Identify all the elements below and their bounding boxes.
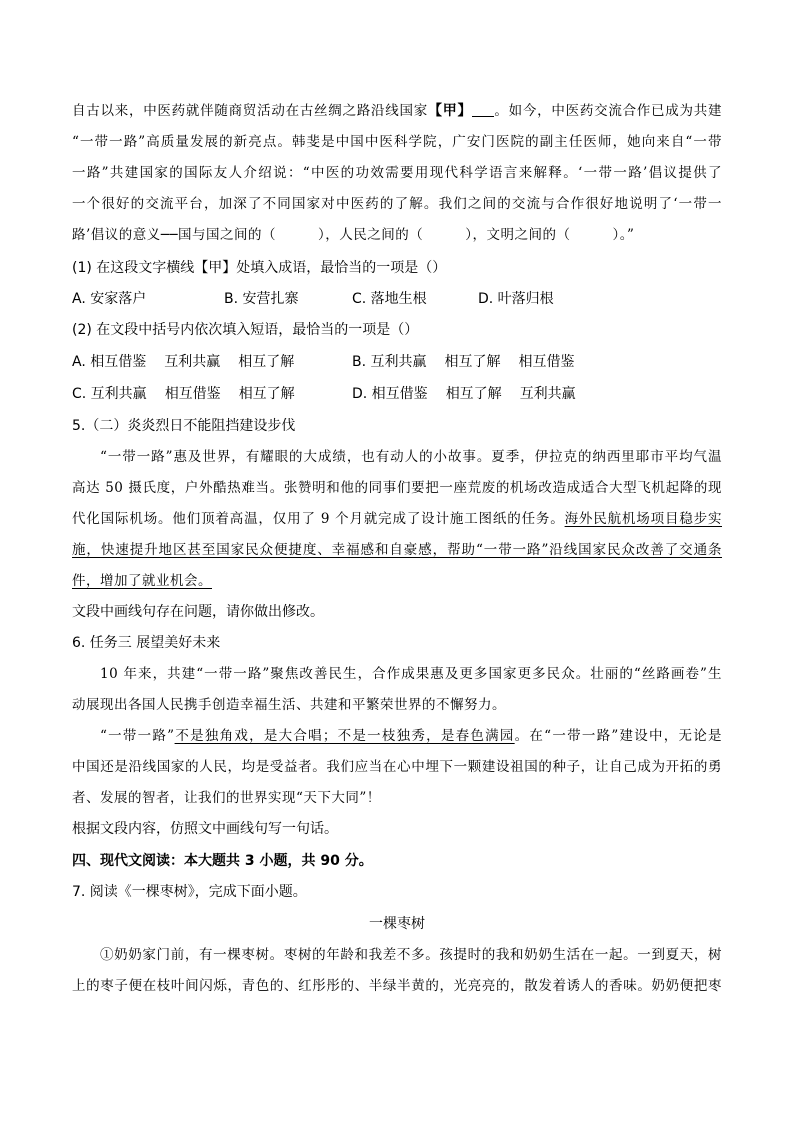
q2-c-item-1: C. 互利共赢	[72, 386, 147, 402]
q6-question: 根据文段内容，仿照文中画线句写一句话。	[72, 821, 338, 837]
q1-option-c[interactable]: C. 落地生根	[352, 291, 427, 307]
q5-heading: 5.（二）炎炎烈日不能阻挡建设步伐	[72, 418, 296, 434]
q5-line-3	[72, 509, 722, 529]
q7-heading: 7. 阅读《一棵枣树》，完成下面小题。	[72, 884, 307, 900]
q1-stem: (1) 在这段文字横线【甲】处填入成语，最恰当的一项是（）	[72, 260, 447, 276]
passage1-line-5: 路’倡议的意义──国与国之间的（ ），人民之间的（ ），文明之间的（ ）。”	[72, 227, 635, 243]
q2-a-item-3: 相互了解	[238, 354, 295, 370]
q6-p1-line-2: 动展现出各国人民携手创造幸福生活、共建和平繁荣世界的不懈努力。	[72, 697, 506, 713]
q6-p2-line-2: 中国还是沿线国家的人民，均是受益者。我们应当在心中埋下一颗建设祖国的种子，让自己成为开拓的勇	[72, 759, 722, 775]
q5-line-2: 高达 50 摄氏度，户外酷热难当。张赞明和他的同事们要把一座荒废的机场改造成适合大型飞机起降的现	[72, 480, 722, 496]
q2-d-item-3: 互利共赢	[519, 386, 576, 402]
passage1-text: 。如今，中医药交流合作已成为共建	[494, 103, 723, 119]
q6-heading: 6. 任务三 展望美好未来	[72, 635, 221, 651]
q6-text: 。在“一带一路”建设中，无论是	[514, 728, 722, 744]
q1-option-a[interactable]: A. 安家落户	[72, 291, 147, 307]
passage1-line-1	[72, 101, 722, 121]
q2-c-item-2: 相互借鉴	[164, 386, 221, 402]
q2-c-item-3: 相互了解	[238, 386, 295, 402]
section4-heading: 四、现代文阅读：本大题共 3 小题，共 90 分。	[72, 853, 373, 869]
q1-option-d[interactable]: D. 叶落归根	[478, 291, 554, 307]
q6-text: “一带一路”	[100, 728, 175, 744]
q7-line-1: ①奶奶家门前，有一棵枣树。枣树的年龄和我差不多。孩提时的我和奶奶生活在一起。一到夏天，树	[100, 947, 722, 963]
q2-option-a[interactable]	[72, 352, 294, 372]
q2-option-c[interactable]	[72, 384, 295, 404]
q5-line-5: 件，增加了就业机会。	[72, 573, 212, 589]
q7-line-2: 上的枣子便在枝叶间闪烁，青色的、红彤彤的、半绿半黄的，光亮亮的，散发着诱人的香味。奶奶便把枣	[72, 978, 722, 994]
passage1-line-3: 一路”共建国家的国际友人介绍说：“中医的功效需要用现代科学语言来解释。‘一带一路’倡议提供了	[72, 165, 722, 181]
q2-a-item-1: A. 相互借鉴	[72, 354, 147, 370]
q7-passage-title: 一棵枣树	[369, 916, 425, 932]
q1-option-b[interactable]: B. 安营扎寨	[224, 291, 299, 307]
q5-line-4: 施，快速提升地区甚至国家民众便捷度、幸福感和自豪感，帮助“一带一路”沿线国家民众改善了交通条	[72, 542, 722, 558]
q6-p2-line-1	[100, 726, 722, 746]
q5-text: 代化国际机场。他们顶着高温，仅用了 9 个月就完成了设计施工图纸的任务。	[72, 511, 565, 527]
passage1-text: 自古以来，中医药就伴随商贸活动在古丝绸之路沿线国家	[72, 103, 428, 119]
q2-d-item-1: D. 相互借鉴	[352, 386, 428, 402]
passage1-line-4: 一个很好的交流平台，加深了不同国家对中医药的了解。我们之间的交流与合作很好地说明了‘一带一	[72, 196, 722, 212]
q2-stem: (2) 在文段中括号内依次填入短语，最恰当的一项是（）	[72, 322, 419, 338]
q6-underlined-sentence: 不是独角戏，是大合唱；不是一枝独秀，是春色满园	[174, 728, 515, 744]
q5-line-1: “一带一路”惠及世界，有耀眼的大成绩，也有动人的小故事。夏季，伊拉克的纳西里耶市平均气温	[100, 449, 722, 465]
q2-a-item-2: 互利共赢	[164, 354, 221, 370]
q2-b-item-3: 相互借鉴	[518, 354, 575, 370]
q2-b-item-1: B. 互利共赢	[352, 354, 427, 370]
q6-p2-line-3: 者、发展的智者，让我们的世界实现“天下大同”！	[72, 790, 381, 806]
q2-d-item-2: 相互了解	[445, 386, 502, 402]
q2-option-d[interactable]	[352, 384, 576, 404]
q6-p1-line-1: 10 年来，共建“一带一路”聚焦改善民生，合作成果惠及更多国家更多民众。壮丽的“丝路画卷”生	[100, 666, 722, 682]
q5-question: 文段中画线句存在问题，请你做出修改。	[72, 604, 324, 620]
passage1-line-2: “一带一路”高质量发展的新亮点。韩斐是中国中医科学院，广安门医院的副主任医师，她向来自“一带	[72, 134, 722, 150]
q5-underlined-sentence: 海外民航机场项目稳步实	[564, 511, 722, 527]
q2-option-b[interactable]	[352, 352, 575, 372]
blank-underline	[472, 102, 494, 117]
blank-jia-marker: 【甲】	[427, 103, 473, 119]
q2-b-item-2: 相互了解	[444, 354, 501, 370]
